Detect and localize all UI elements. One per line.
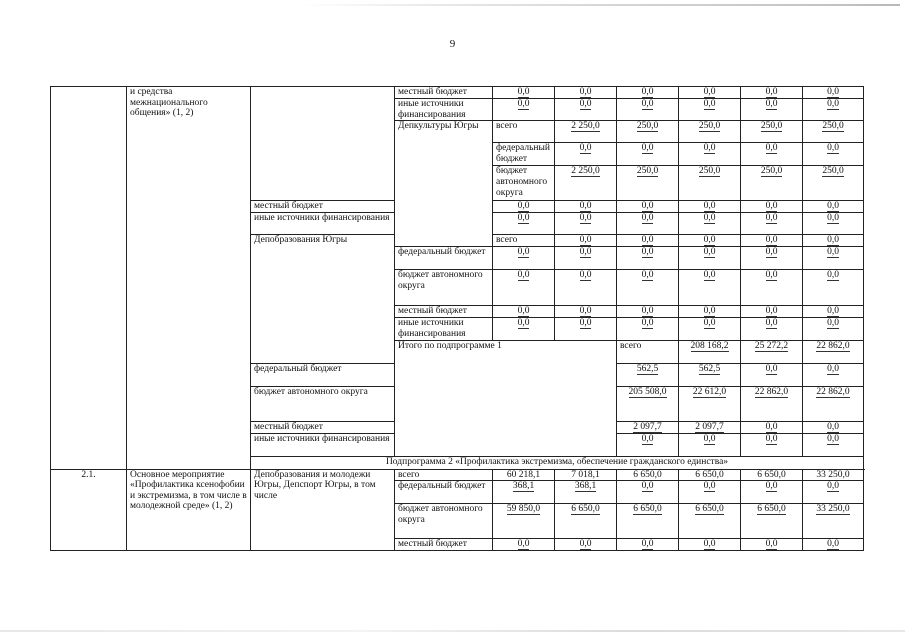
amount-cell bbox=[803, 341, 864, 363]
amount-value: 2 097,7 bbox=[695, 421, 724, 432]
amount-cell bbox=[617, 386, 679, 421]
amount-value: 0,0 bbox=[703, 539, 716, 550]
amount-value: 25 272,2 bbox=[754, 341, 789, 352]
amount-value: 0,0 bbox=[703, 235, 716, 246]
amount-cell bbox=[741, 99, 803, 121]
amount-value: 0,0 bbox=[827, 421, 839, 432]
amount-cell bbox=[617, 318, 679, 341]
amount-cell bbox=[617, 87, 679, 99]
amount-cell bbox=[555, 318, 617, 341]
amount-cell bbox=[741, 121, 803, 143]
amount-cell bbox=[803, 539, 864, 551]
amount-value: 0,0 bbox=[641, 306, 654, 317]
amount-cell bbox=[741, 235, 803, 247]
amount-value: 562,5 bbox=[636, 363, 659, 374]
amount-value: 0,0 bbox=[641, 318, 654, 329]
amount-cell bbox=[803, 143, 864, 166]
amount-cell bbox=[617, 121, 679, 143]
funding-source-cell: всего bbox=[493, 235, 555, 247]
amount-value: 0,0 bbox=[641, 481, 654, 492]
amount-value: 0,0 bbox=[579, 539, 592, 550]
amount-value: 6 650,0 bbox=[757, 504, 786, 515]
amount-value: 0,0 bbox=[765, 213, 778, 224]
scan-artifact-top bbox=[300, 4, 900, 6]
amount-cell bbox=[555, 469, 617, 481]
amount-cell bbox=[617, 201, 679, 213]
amount-value: 0,0 bbox=[765, 363, 778, 374]
amount-value: 0,0 bbox=[827, 363, 839, 374]
amount-value: 0,0 bbox=[517, 213, 530, 224]
amount-cell bbox=[555, 504, 617, 539]
amount-cell bbox=[617, 469, 679, 481]
amount-cell bbox=[555, 306, 617, 318]
amount-cell bbox=[741, 481, 803, 504]
amount-cell bbox=[555, 99, 617, 121]
funding-source-cell: местный бюджет bbox=[395, 87, 493, 99]
amount-value: 0,0 bbox=[703, 433, 716, 444]
amount-value: 0,0 bbox=[765, 87, 778, 97]
amount-value: 0,0 bbox=[827, 235, 839, 246]
amount-cell bbox=[555, 121, 617, 143]
amount-value: 0,0 bbox=[765, 539, 778, 550]
amount-value: 0,0 bbox=[765, 421, 778, 432]
amount-cell bbox=[617, 433, 679, 456]
amount-value: 0,0 bbox=[517, 201, 530, 212]
amount-value: 0,0 bbox=[517, 539, 530, 550]
amount-value: 6 650,0 bbox=[757, 469, 786, 480]
amount-cell bbox=[617, 539, 679, 551]
amount-cell bbox=[555, 201, 617, 213]
amount-value: 2 250,0 bbox=[571, 166, 600, 177]
funding-source-cell: всего bbox=[617, 341, 679, 363]
amount-value: 22 862,0 bbox=[816, 341, 850, 352]
amount-cell bbox=[617, 99, 679, 121]
funding-source-cell: бюджет автономного округа bbox=[251, 386, 395, 421]
amount-cell bbox=[741, 270, 803, 306]
amount-value: 22 862,0 bbox=[754, 386, 789, 397]
amount-value: 0,0 bbox=[703, 201, 716, 212]
amount-value: 0,0 bbox=[579, 235, 592, 246]
amount-value: 6 650,0 bbox=[571, 504, 600, 515]
funding-source-cell: федеральный бюджет bbox=[493, 143, 555, 166]
amount-value: 0,0 bbox=[641, 201, 654, 212]
amount-value: 562,5 bbox=[698, 363, 721, 374]
amount-cell bbox=[803, 363, 864, 386]
amount-value: 22 862,0 bbox=[816, 386, 850, 397]
amount-cell bbox=[493, 87, 555, 99]
amount-value: 250,0 bbox=[822, 166, 844, 177]
amount-cell bbox=[617, 213, 679, 235]
amount-value: 6 650,0 bbox=[695, 469, 724, 480]
amount-cell bbox=[493, 201, 555, 213]
amount-value: 250,0 bbox=[760, 166, 783, 177]
amount-cell bbox=[679, 421, 741, 433]
amount-cell bbox=[679, 306, 741, 318]
amount-value: 0,0 bbox=[827, 539, 839, 550]
amount-value: 0,0 bbox=[765, 270, 778, 281]
activity-name-cell: Основное мероприятие «Профилактика ксенофобии и экстремизма, в том числе в молодежной среде» (1, 2) bbox=[127, 469, 251, 551]
amount-cell bbox=[679, 469, 741, 481]
amount-value: 0,0 bbox=[827, 201, 839, 212]
funding-source-cell: местный бюджет bbox=[395, 306, 493, 318]
subprogram-heading: Подпрограмма 2 «Профилактика экстремизма, обеспечение гражданского единства» bbox=[251, 456, 864, 469]
funding-source-cell: иные источники финансирования bbox=[395, 99, 493, 121]
amount-value: 0,0 bbox=[765, 433, 778, 444]
funding-source-cell: местный бюджет bbox=[251, 201, 395, 213]
subprogram-total-label: Итого по подпрограмме 1 bbox=[395, 341, 617, 456]
amount-value: 0,0 bbox=[703, 270, 716, 281]
amount-cell bbox=[555, 235, 617, 247]
amount-value: 6 650,0 bbox=[695, 504, 724, 515]
amount-value: 2 250,0 bbox=[571, 121, 600, 132]
amount-value: 6 650,0 bbox=[633, 504, 662, 515]
amount-cell bbox=[679, 270, 741, 306]
amount-value: 0,0 bbox=[517, 270, 530, 281]
amount-cell bbox=[741, 318, 803, 341]
amount-cell bbox=[803, 481, 864, 504]
amount-cell bbox=[679, 481, 741, 504]
funding-source-cell: местный бюджет bbox=[251, 421, 395, 433]
amount-cell bbox=[679, 318, 741, 341]
amount-value: 0,0 bbox=[765, 306, 778, 317]
amount-cell bbox=[617, 235, 679, 247]
amount-cell bbox=[679, 386, 741, 421]
amount-cell bbox=[617, 504, 679, 539]
amount-value: 0,0 bbox=[827, 143, 839, 154]
amount-cell bbox=[741, 213, 803, 235]
amount-value: 0,0 bbox=[765, 318, 778, 329]
executor-cell: Депобразования Югры bbox=[251, 235, 395, 363]
amount-value: 0,0 bbox=[765, 481, 778, 492]
amount-cell bbox=[741, 363, 803, 386]
amount-cell bbox=[555, 166, 617, 201]
amount-cell bbox=[803, 433, 864, 456]
amount-value: 0,0 bbox=[579, 318, 592, 329]
amount-cell bbox=[741, 341, 803, 363]
item-number-cell bbox=[51, 87, 127, 470]
amount-cell bbox=[803, 99, 864, 121]
amount-cell bbox=[493, 318, 555, 341]
amount-cell bbox=[803, 306, 864, 318]
budget-table bbox=[50, 86, 864, 551]
amount-value: 205 508,0 bbox=[628, 386, 667, 397]
funding-source-cell: иные источники финансирования bbox=[251, 213, 395, 235]
amount-value: 0,0 bbox=[579, 87, 592, 97]
amount-value: 0,0 bbox=[579, 213, 592, 224]
amount-value: 250,0 bbox=[698, 121, 721, 132]
funding-source-cell: всего bbox=[493, 121, 555, 143]
amount-value: 0,0 bbox=[765, 99, 778, 109]
amount-cell bbox=[741, 386, 803, 421]
amount-cell bbox=[493, 247, 555, 270]
amount-cell bbox=[679, 235, 741, 247]
amount-cell bbox=[679, 121, 741, 143]
amount-cell bbox=[803, 504, 864, 539]
amount-value: 0,0 bbox=[517, 99, 530, 109]
amount-value: 250,0 bbox=[822, 121, 844, 132]
amount-value: 0,0 bbox=[579, 143, 592, 154]
amount-value: 0,0 bbox=[827, 270, 839, 281]
amount-cell bbox=[679, 433, 741, 456]
amount-value: 6 650,0 bbox=[633, 469, 662, 480]
amount-value: 33 250,0 bbox=[816, 504, 850, 515]
amount-value: 0,0 bbox=[827, 213, 839, 224]
amount-value: 0,0 bbox=[579, 270, 592, 281]
amount-cell bbox=[741, 539, 803, 551]
amount-cell bbox=[803, 166, 864, 201]
amount-value: 0,0 bbox=[827, 99, 839, 109]
executor-cell bbox=[251, 87, 395, 201]
amount-cell bbox=[617, 247, 679, 270]
amount-value: 0,0 bbox=[641, 539, 654, 550]
amount-value: 0,0 bbox=[703, 213, 716, 224]
amount-value: 0,0 bbox=[641, 247, 654, 258]
amount-cell bbox=[741, 87, 803, 99]
amount-value: 0,0 bbox=[827, 318, 839, 329]
amount-value: 250,0 bbox=[698, 166, 721, 177]
amount-value: 0,0 bbox=[827, 247, 839, 258]
amount-cell bbox=[555, 539, 617, 551]
amount-cell bbox=[555, 270, 617, 306]
funding-source-cell: местный бюджет bbox=[395, 539, 493, 551]
page-number: 9 bbox=[449, 38, 456, 50]
amount-value: 2 097,7 bbox=[633, 421, 662, 432]
amount-cell bbox=[741, 166, 803, 201]
amount-cell bbox=[741, 421, 803, 433]
amount-value: 0,0 bbox=[517, 306, 530, 317]
amount-cell bbox=[803, 121, 864, 143]
funding-source-cell: федеральный бюджет bbox=[251, 363, 395, 386]
amount-value: 0,0 bbox=[579, 201, 592, 212]
amount-value: 0,0 bbox=[765, 235, 778, 246]
amount-cell bbox=[741, 201, 803, 213]
amount-cell bbox=[679, 143, 741, 166]
amount-value: 0,0 bbox=[579, 306, 592, 317]
amount-cell bbox=[679, 504, 741, 539]
amount-value: 0,0 bbox=[641, 433, 654, 444]
amount-cell bbox=[617, 270, 679, 306]
amount-cell bbox=[493, 539, 555, 551]
amount-cell bbox=[493, 504, 555, 539]
scan-artifact-bottom bbox=[0, 630, 905, 632]
amount-cell bbox=[741, 143, 803, 166]
funding-source-cell: бюджет автономного округа bbox=[395, 504, 493, 539]
amount-cell bbox=[803, 201, 864, 213]
amount-cell bbox=[803, 87, 864, 99]
amount-cell bbox=[803, 270, 864, 306]
amount-value: 0,0 bbox=[517, 247, 530, 258]
amount-value: 208 168,2 bbox=[690, 341, 729, 352]
amount-value: 0,0 bbox=[703, 99, 716, 109]
amount-cell bbox=[617, 143, 679, 166]
amount-cell bbox=[741, 504, 803, 539]
amount-cell bbox=[741, 433, 803, 456]
amount-value: 0,0 bbox=[579, 99, 592, 109]
amount-cell bbox=[493, 213, 555, 235]
amount-cell bbox=[555, 87, 617, 99]
amount-value: 0,0 bbox=[641, 235, 654, 246]
amount-value: 0,0 bbox=[517, 87, 530, 97]
amount-value: 0,0 bbox=[765, 201, 778, 212]
amount-value: 368,1 bbox=[574, 481, 597, 492]
amount-cell bbox=[493, 270, 555, 306]
funding-source-cell: бюджет автономного округа bbox=[493, 166, 555, 201]
amount-cell bbox=[679, 87, 741, 99]
funding-source-cell: федеральный бюджет bbox=[395, 481, 493, 504]
amount-cell bbox=[555, 213, 617, 235]
amount-cell bbox=[617, 306, 679, 318]
amount-value: 0,0 bbox=[703, 143, 716, 154]
amount-value: 0,0 bbox=[703, 306, 716, 317]
amount-value: 22 612,0 bbox=[692, 386, 727, 397]
amount-value: 59 850,0 bbox=[506, 504, 541, 515]
amount-cell bbox=[555, 247, 617, 270]
amount-value: 0,0 bbox=[703, 87, 716, 97]
amount-cell bbox=[493, 99, 555, 121]
amount-value: 250,0 bbox=[760, 121, 783, 132]
amount-cell bbox=[803, 421, 864, 433]
amount-value: 33 250,0 bbox=[816, 469, 850, 480]
amount-cell bbox=[679, 166, 741, 201]
amount-cell bbox=[493, 481, 555, 504]
amount-cell bbox=[679, 99, 741, 121]
amount-value: 368,1 bbox=[512, 481, 535, 492]
amount-cell bbox=[679, 341, 741, 363]
amount-cell bbox=[679, 213, 741, 235]
amount-value: 0,0 bbox=[765, 247, 778, 258]
amount-cell bbox=[741, 469, 803, 481]
amount-cell bbox=[803, 247, 864, 270]
amount-value: 0,0 bbox=[703, 247, 716, 258]
amount-cell bbox=[803, 386, 864, 421]
amount-value: 250,0 bbox=[636, 121, 659, 132]
funding-source-cell: бюджет автономного округа bbox=[395, 270, 493, 306]
amount-cell bbox=[803, 235, 864, 247]
amount-cell bbox=[741, 247, 803, 270]
amount-value: 0,0 bbox=[827, 481, 839, 492]
amount-cell bbox=[555, 143, 617, 166]
table-row bbox=[51, 469, 864, 481]
amount-value: 60 218,1 bbox=[506, 469, 541, 480]
amount-cell bbox=[679, 363, 741, 386]
amount-value: 0,0 bbox=[641, 270, 654, 281]
amount-value: 0,0 bbox=[703, 481, 716, 492]
amount-cell bbox=[493, 306, 555, 318]
amount-value: 0,0 bbox=[641, 143, 654, 154]
amount-cell bbox=[493, 469, 555, 481]
amount-value: 250,0 bbox=[636, 166, 659, 177]
amount-cell bbox=[803, 469, 864, 481]
amount-cell bbox=[679, 539, 741, 551]
amount-value: 7 018,1 bbox=[571, 469, 600, 480]
amount-cell bbox=[617, 421, 679, 433]
amount-value: 0,0 bbox=[703, 318, 716, 329]
item-number-cell: 2.1. bbox=[51, 469, 127, 551]
amount-cell bbox=[617, 481, 679, 504]
funding-source-cell: всего bbox=[395, 469, 493, 481]
amount-value: 0,0 bbox=[765, 143, 778, 154]
amount-cell bbox=[679, 201, 741, 213]
amount-value: 0,0 bbox=[641, 213, 654, 224]
table-row bbox=[51, 87, 864, 99]
amount-value: 0,0 bbox=[641, 87, 654, 97]
amount-cell bbox=[679, 247, 741, 270]
amount-value: 0,0 bbox=[827, 306, 839, 317]
amount-cell bbox=[803, 213, 864, 235]
executor-cell: Депобразования и молодежи Югры, Депспорт Югры, в том числе bbox=[251, 469, 395, 551]
amount-cell bbox=[617, 166, 679, 201]
amount-cell bbox=[617, 363, 679, 386]
funding-source-cell: иные источники финансирования bbox=[395, 318, 493, 341]
amount-value: 0,0 bbox=[579, 247, 592, 258]
executor-cell: Депкультуры Югры bbox=[395, 121, 493, 247]
amount-value: 0,0 bbox=[641, 99, 654, 109]
amount-value: 0,0 bbox=[827, 87, 839, 97]
funding-source-cell: федеральный бюджет bbox=[395, 247, 493, 270]
amount-value: 0,0 bbox=[517, 318, 530, 329]
funding-source-cell: иные источники финансирования bbox=[251, 433, 395, 456]
amount-cell bbox=[741, 306, 803, 318]
amount-cell bbox=[555, 481, 617, 504]
amount-value: 0,0 bbox=[827, 433, 839, 444]
amount-cell bbox=[803, 318, 864, 341]
activity-name-cell: и средства межнационального общения» (1, 2) bbox=[127, 87, 251, 470]
